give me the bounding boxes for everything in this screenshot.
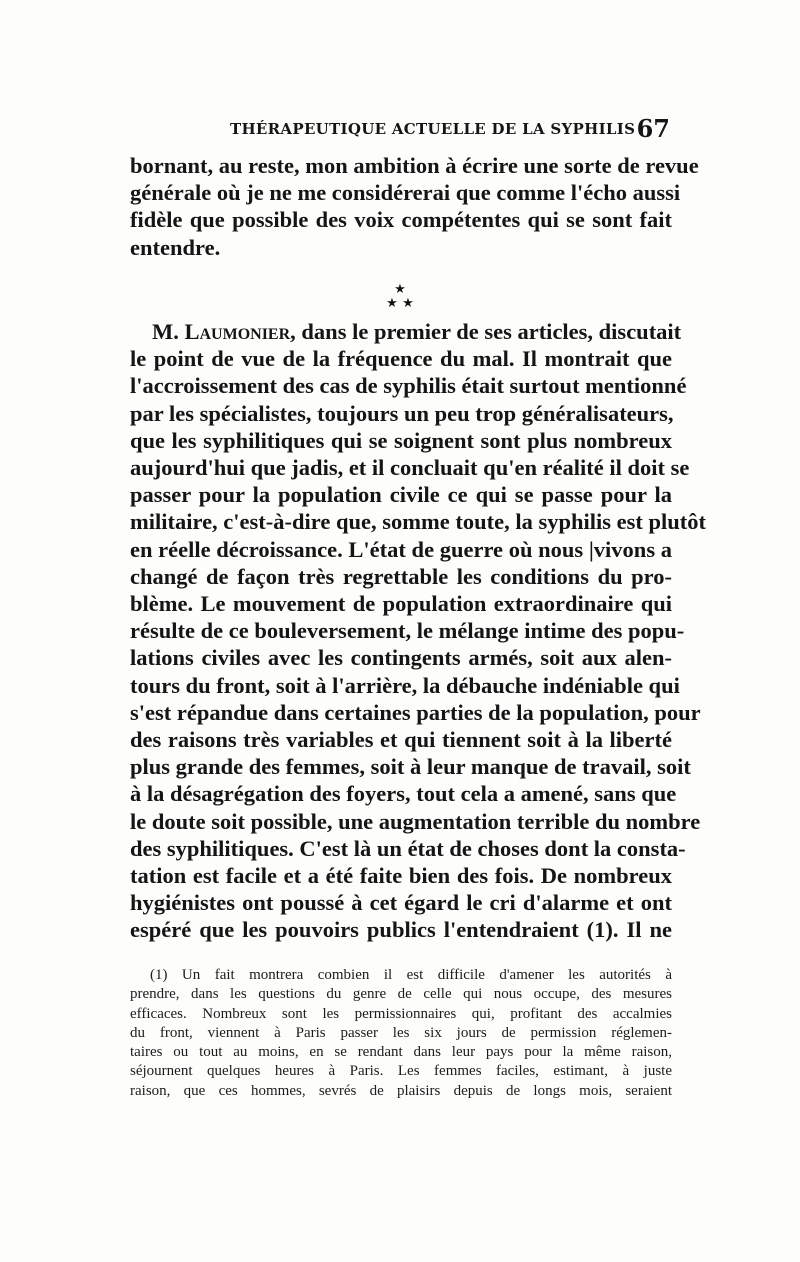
- text-line: tours du front, soit à l'arrière, la débauche indéniable qui: [130, 672, 680, 698]
- text-line: changé de façon très regrettable les conditions du pro-: [130, 563, 672, 589]
- text-line: à la désagrégation des foyers, tout cela a amené, sans que: [130, 781, 677, 807]
- footnote-line: du front, viennent à Paris passer les six jours de permission réglemen-: [130, 1024, 672, 1041]
- text-line: résulte de ce bouleversement, le mélange intime des popu-: [130, 618, 685, 644]
- text-line: plus grande des femmes, soit à leur manque de travail, soit: [130, 754, 691, 780]
- text-line: l'accroissement des cas de syphilis était surtout mentionné: [130, 373, 687, 399]
- paragraph-1: [130, 152, 699, 261]
- author-name: M. Laumonier,: [152, 319, 296, 344]
- asterism-icon: [370, 280, 430, 320]
- text-line: passer pour la population civile ce qui se passe pour la: [130, 482, 672, 508]
- text-line: espéré que les pouvoirs publics l'entendraient (1). Il ne: [130, 917, 672, 943]
- footnote-line: taires ou tout au moins, en se rendant dans leur pays pour la même raison,: [130, 1044, 672, 1061]
- footnote-line: prendre, dans les questions du genre de celle qui nous occupe, des mesures: [130, 986, 672, 1003]
- text-line: par les spécialistes, toujours un peu trop généralisateurs,: [130, 400, 674, 426]
- text-line: générale où je ne me considérerai que comme l'écho aussi: [130, 180, 681, 206]
- footnote-line: efficaces. Nombreux sont les permissionnaires qui, profitant des accalmies: [130, 1005, 672, 1022]
- svg-text:★: ★: [394, 282, 406, 297]
- footnote-line: (1) Un fait montrera combien il est difficile d'amener les autorités à: [150, 967, 672, 983]
- footnote-line: séjournent quelques heures à Paris. Les femmes faciles, estimant, à juste: [130, 1063, 672, 1080]
- text-line: hygiénistes ont poussé à cet égard le cri d'alarme et ont: [130, 890, 672, 916]
- text-line: tation est facile et a été faite bien des fois. De nombreux: [130, 863, 672, 889]
- text-line: le point de vue de la fréquence du mal. Il montrait que: [130, 346, 672, 372]
- text-line: des raisons très variables et qui tiennent soit à la liberté: [130, 727, 672, 753]
- text-line: lations civiles avec les contingents armés, soit aux alen-: [130, 645, 672, 671]
- text-line: des syphilitiques. C'est là un état de choses dont la consta-: [130, 835, 686, 861]
- text-line: blème. Le mouvement de population extraordinaire qui: [130, 591, 672, 617]
- text-line: bornant, au reste, mon ambition à écrire une sorte de revue: [130, 153, 699, 178]
- text-line: en réelle décroissance. L'état de guerre où nous |vivons a: [130, 536, 672, 562]
- text-line: que les syphilitiques qui se soignent sont plus nombreux: [130, 427, 672, 453]
- running-head: [130, 114, 670, 142]
- footnote: [130, 966, 672, 1101]
- svg-text:★: ★: [386, 296, 398, 311]
- text-line: militaire, c'est-à-dire que, somme toute, la syphilis est plutôt: [130, 509, 706, 535]
- text-line: aujourd'hui que jadis, et il concluait qu'en réalité il doit se: [130, 455, 690, 481]
- text-line-first: [130, 318, 682, 345]
- text-line-first-rest: dans le premier de ses articles, discutait: [301, 319, 682, 344]
- text-line: fidèle que possible des voix compétentes qui se sont fait: [130, 207, 672, 233]
- text-line: entendre.: [130, 234, 221, 260]
- footnote-line: raison, que ces hommes, sevrés de plaisirs depuis de longs mois, seraient: [130, 1082, 672, 1099]
- text-line: le doute soit possible, une augmentation terrible du nombre: [130, 808, 701, 834]
- body-text: [130, 152, 699, 261]
- footnote-divider: [130, 952, 672, 953]
- page-number: 67: [636, 114, 670, 143]
- paragraph-2: [130, 318, 706, 944]
- svg-text:★: ★: [402, 296, 414, 311]
- running-title: THÉRAPEUTIQUE ACTUELLE DE LA SYPHILIS: [230, 120, 636, 138]
- body-text-2: [130, 318, 706, 944]
- asterism-separator: [370, 280, 430, 320]
- text-line: s'est répandue dans certaines parties de la population, pour: [130, 699, 701, 725]
